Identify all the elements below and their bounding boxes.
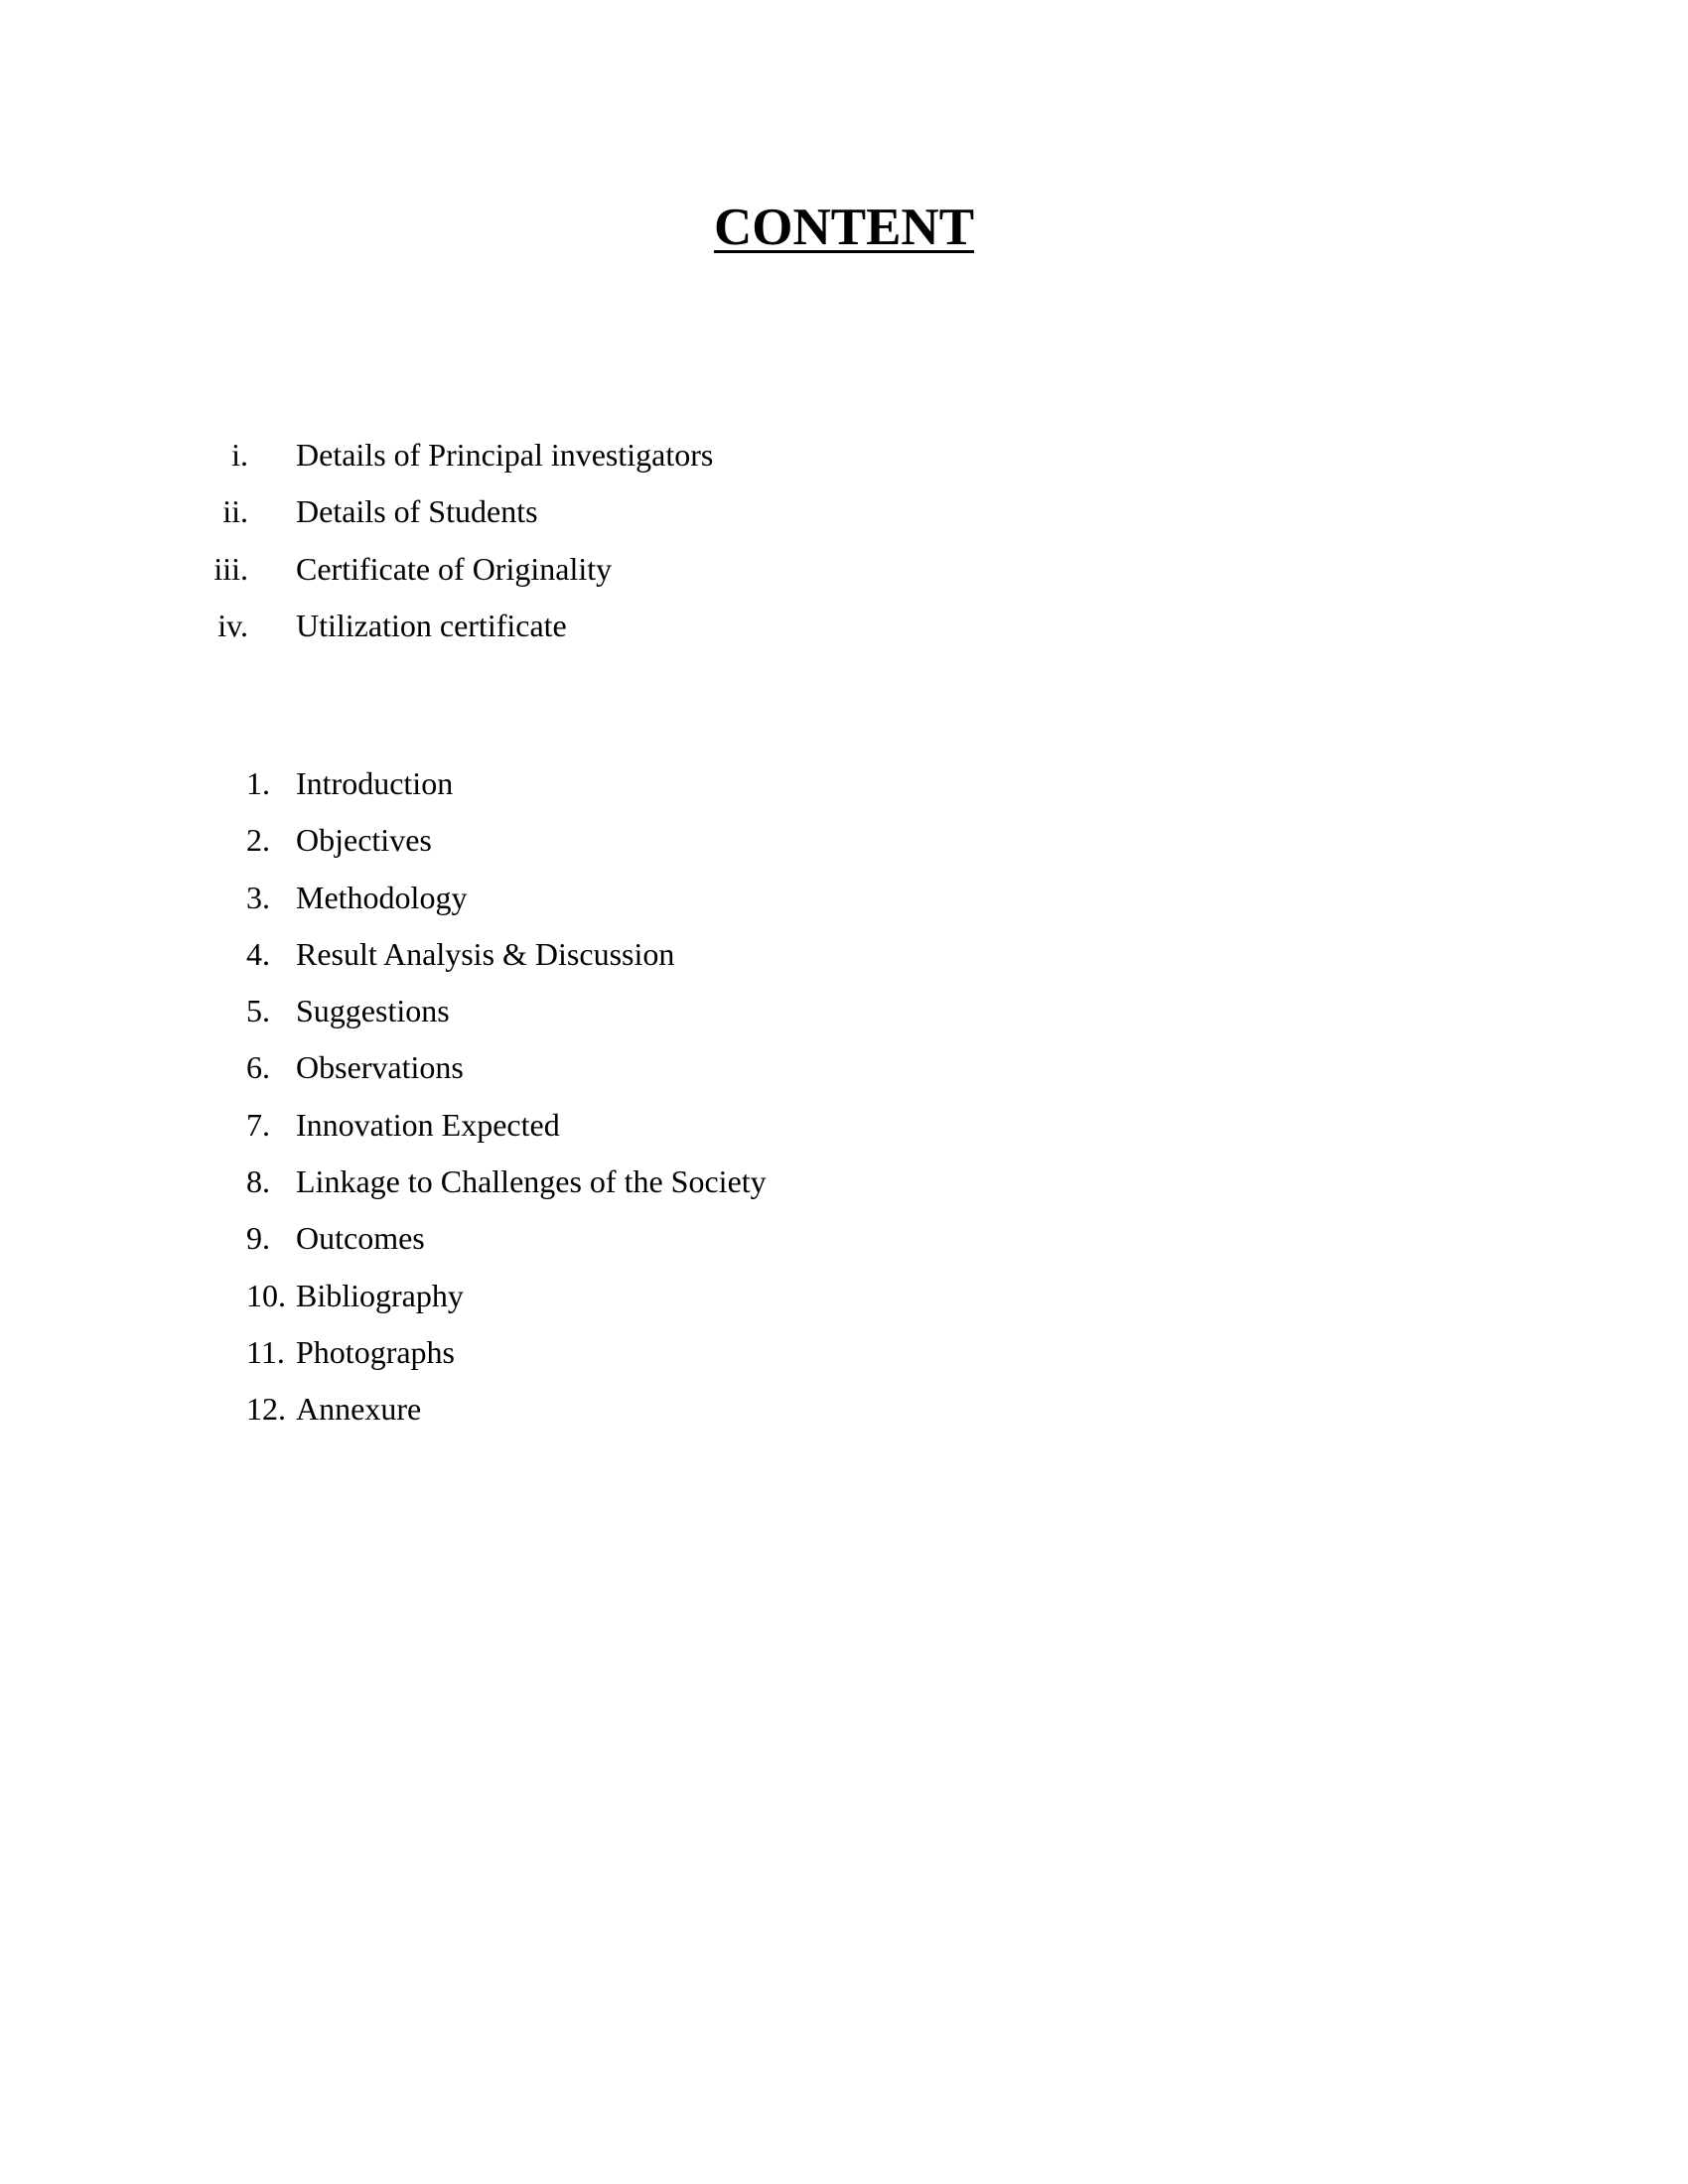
list-item-label: Innovation Expected: [296, 1106, 560, 1143]
list-marker: 6.: [246, 1049, 270, 1086]
list-item-label: Outcomes: [296, 1220, 425, 1257]
list-item-label: Certificate of Originality: [296, 550, 613, 587]
list-marker: iv.: [217, 607, 248, 643]
list-item-label: Linkage to Challenges of the Society: [296, 1163, 767, 1200]
list-item-label: Introduction: [296, 765, 454, 801]
page-title: CONTENT: [713, 199, 975, 256]
list-marker: 4.: [246, 935, 270, 972]
list-item-label: Details of Students: [296, 493, 538, 530]
list-marker: 3.: [246, 879, 270, 915]
list-marker: 2.: [246, 822, 270, 859]
list-marker: 1.: [246, 765, 270, 801]
list-item-label: Suggestions: [296, 993, 450, 1029]
list-item-label: Photographs: [296, 1333, 455, 1370]
list-item-label: Result Analysis & Discussion: [296, 935, 675, 972]
list-item-label: Objectives: [296, 822, 432, 859]
list-marker: 5.: [246, 993, 270, 1029]
list-marker: 9.: [246, 1220, 270, 1257]
list-item-label: Annexure: [296, 1391, 422, 1428]
list-marker: 8.: [246, 1163, 270, 1200]
list-item-label: Observations: [296, 1049, 464, 1086]
list-item-label: Details of Principal investigators: [296, 437, 714, 473]
list-marker: i.: [231, 437, 248, 473]
list-marker: 10.: [246, 1277, 286, 1313]
list-item-label: Utilization certificate: [296, 607, 567, 643]
list-marker: ii.: [222, 493, 248, 530]
list-marker: 12.: [246, 1391, 286, 1428]
list-marker: iii.: [213, 550, 248, 587]
list-marker: 11.: [246, 1333, 285, 1370]
list-item-label: Methodology: [296, 879, 468, 915]
list-marker: 7.: [246, 1106, 270, 1143]
list-item-label: Bibliography: [296, 1277, 464, 1313]
